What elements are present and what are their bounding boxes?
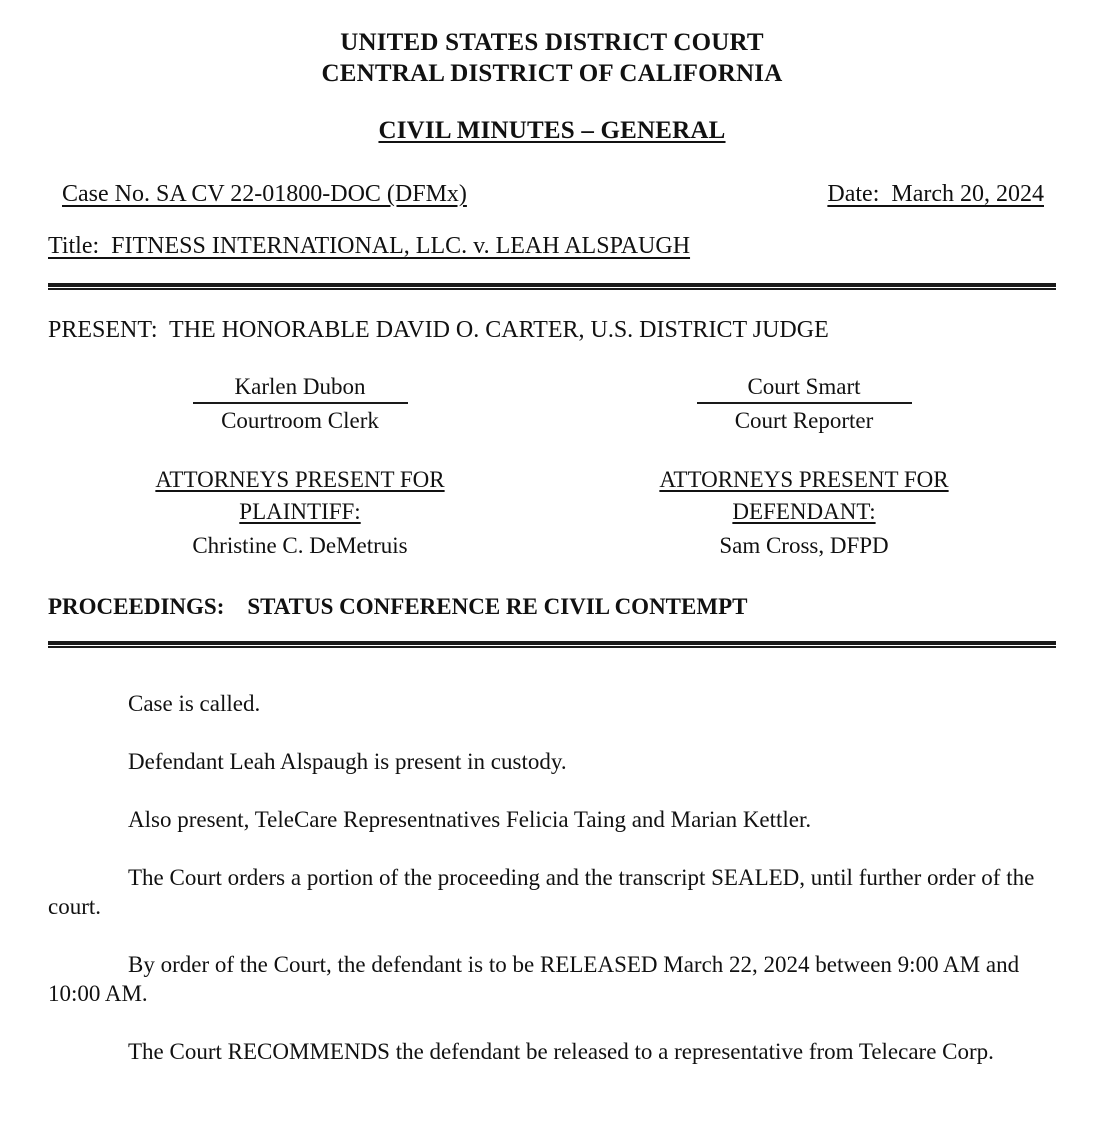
minutes-body [48, 689, 1056, 1066]
proceedings-line: PROCEEDINGS: STATUS CONFERENCE RE CIVIL CONTEMPT [48, 594, 748, 619]
court-heading [48, 0, 1056, 89]
plaintiff-attorneys-heading-line-2 [48, 496, 552, 528]
defendant-attorneys-block [552, 464, 1056, 562]
page-title [48, 116, 1056, 146]
divider-rule-bottom [48, 641, 1056, 648]
case-title: Title: FITNESS INTERNATIONAL, LLC. v. LEAH ALSPAUGH [48, 233, 691, 259]
divider-rule-top [48, 283, 1056, 290]
plaintiff-attorneys-block [48, 464, 552, 562]
court-name-line-1: UNITED STATES DISTRICT COURT [340, 29, 764, 56]
minutes-paragraph: Also present, TeleCare Representnatives Felicia Taing and Marian Kettler. [128, 807, 812, 832]
caption-title-row [48, 232, 1056, 260]
minutes-paragraph: The Court orders a portion of the proceeding and the transcript SEALED, until further order of the court. [48, 865, 1035, 919]
court-reporter-role: Court Reporter [734, 408, 874, 433]
plaintiff-attorneys-heading-text-1: ATTORNEYS PRESENT FOR [155, 467, 445, 492]
courtroom-clerk-name: Karlen Dubon [193, 372, 408, 404]
filing-date: Date: March 20, 2024 [827, 181, 1044, 207]
minutes-paragraph: The Court RECOMMENDS the defendant be released to a representative from Telecare Corp. [128, 1039, 994, 1064]
minutes-paragraph: Case is called. [128, 691, 261, 716]
court-reporter-block [552, 372, 1056, 435]
defendant-attorneys-heading-text-2: DEFENDANT: [732, 499, 876, 524]
plaintiff-attorneys-heading-text-2: PLAINTIFF: [239, 499, 361, 524]
plaintiff-attorney-name: Christine C. DeMetruis [192, 533, 408, 558]
defendant-attorneys-heading-line-2 [552, 496, 1056, 528]
minutes-paragraph: By order of the Court, the defendant is to be RELEASED March 22, 2024 between 9:00 AM and 10:00 AM. [48, 952, 1020, 1006]
attorneys-row [48, 464, 1056, 562]
page-title-text: CIVIL MINUTES – GENERAL [378, 117, 726, 144]
case-number: Case No. SA CV 22-01800-DOC (DFMx) [62, 181, 467, 207]
plaintiff-attorneys-heading-line-1 [48, 464, 552, 496]
caption-case-row [48, 180, 1056, 208]
defendant-attorneys-heading-line-1 [552, 464, 1056, 496]
courtroom-clerk-role: Courtroom Clerk [221, 408, 379, 433]
court-name-line-2: CENTRAL DISTRICT OF CALIFORNIA [321, 60, 783, 87]
defendant-attorneys-heading-text-1: ATTORNEYS PRESENT FOR [659, 467, 949, 492]
court-reporter-name: Court Smart [697, 372, 912, 404]
minutes-paragraph: Defendant Leah Alspaugh is present in custody. [128, 749, 567, 774]
court-staff-row [48, 372, 1056, 435]
presiding-judge-line: PRESENT: THE HONORABLE DAVID O. CARTER, U.S. DISTRICT JUDGE [48, 317, 829, 343]
document-body [48, 0, 1056, 1066]
courtroom-clerk-block [48, 372, 552, 435]
defendant-attorney-name: Sam Cross, DFPD [719, 533, 889, 558]
